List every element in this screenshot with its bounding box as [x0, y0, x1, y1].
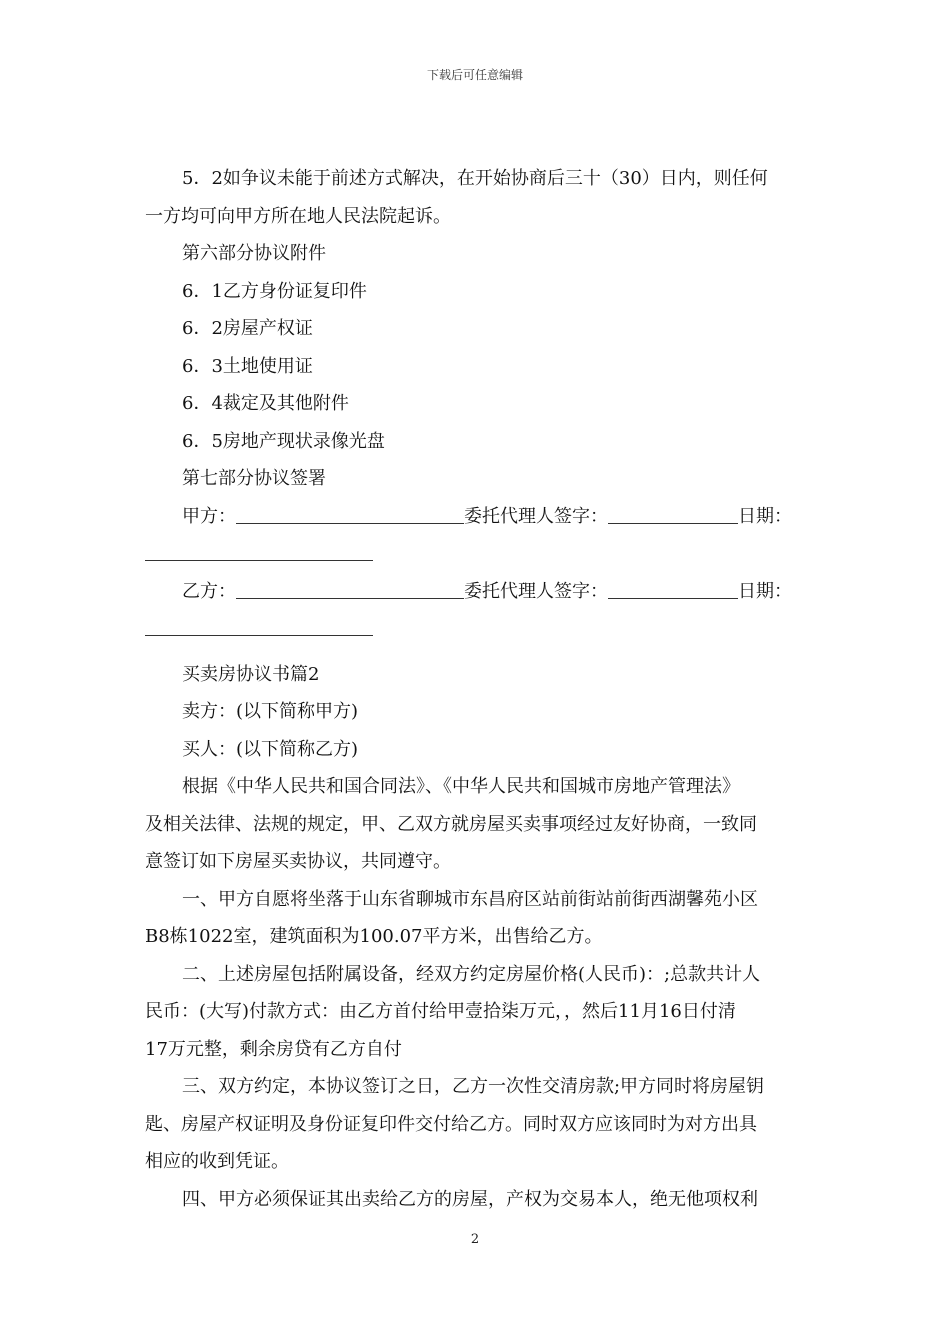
paragraph-line: 及相关法律、法规的规定，甲、乙双方就房屋买卖事项经过友好协商，一致同 [145, 813, 757, 835]
date-blank-row [145, 535, 815, 573]
paragraph-line: 匙、房屋产权证明及身份证复印件交付给乙方。同时双方应该同时为对方出具 [145, 1113, 757, 1135]
list-item: 6．4裁定及其他附件 [182, 393, 349, 414]
party-a-label: 甲方： [182, 505, 236, 527]
paragraph-line: 17万元整，剩余房贷有乙方自付 [145, 1038, 402, 1060]
paragraph-line: 二、上述房屋包括附属设备，经双方约定房屋价格(人民币)：;总款共计人 [182, 963, 761, 985]
agent-label: 委托代理人签字： [464, 505, 608, 527]
signature-line-party-a [145, 498, 815, 536]
list-item: 6．2房屋产权证 [182, 318, 313, 339]
date-label: 日期： [738, 580, 792, 602]
date-blank [145, 542, 373, 561]
agent-label: 委托代理人签字： [464, 580, 608, 602]
paragraph-line: 5．2如争议未能于前述方式解决，在开始协商后三十（30）日内，则任何 [182, 168, 768, 189]
paragraph-line: 一方均可向甲方所在地人民法院起诉。 [145, 205, 451, 227]
paragraph-line: 一、甲方自愿将坐落于山东省聊城市东昌府区站前街站前街西湖馨苑小区 [182, 888, 758, 910]
paragraph-line: 卖方：(以下简称甲方) [182, 701, 359, 722]
document-body [145, 160, 815, 1218]
paragraph-line: 四、甲方必须保证其出卖给乙方的房屋，产权为交易本人，绝无他项权利 [182, 1188, 758, 1210]
list-item: 6．3土地使用证 [182, 355, 313, 377]
agent-blank [608, 580, 738, 599]
paragraph-line: 买人：(以下简称乙方) [182, 738, 359, 760]
signature-line-party-b [145, 573, 815, 611]
party-b-blank [236, 580, 464, 599]
date-blank [145, 617, 373, 636]
page-header: 下载后可任意编辑 [426, 68, 523, 82]
list-item: 6．1乙方身份证复印件 [182, 280, 367, 302]
paragraph-line: 相应的收到凭证。 [145, 1151, 289, 1172]
date-blank-row [145, 610, 815, 648]
section-heading: 第六部分协议附件 [182, 243, 326, 264]
date-label: 日期： [738, 505, 792, 527]
party-b-label: 乙方： [182, 580, 236, 602]
party-a-blank [236, 505, 464, 524]
paragraph-line: 意签订如下房屋买卖协议，共同遵守。 [145, 851, 451, 872]
agent-blank [608, 505, 738, 524]
paragraph-line: 民币：(大写)付款方式：由乙方首付给甲壹拾柒万元，，然后11月16日付清 [145, 1001, 736, 1022]
paragraph-line: 三、双方约定，本协议签订之日，乙方一次性交清房款;甲方同时将房屋钥 [182, 1076, 765, 1097]
section-heading: 第七部分协议签署 [182, 468, 326, 489]
section-heading: 买卖房协议书篇2 [182, 663, 320, 685]
paragraph-line: B8栋1022室，建筑面积为100.07平方米，出售给乙方。 [145, 926, 603, 947]
page-number: 2 [470, 1232, 480, 1247]
paragraph-line: 根据《中华人民共和国合同法》、《中华人民共和国城市房地产管理法》 [182, 776, 740, 797]
list-item: 6．5房地产现状录像光盘 [182, 430, 385, 452]
